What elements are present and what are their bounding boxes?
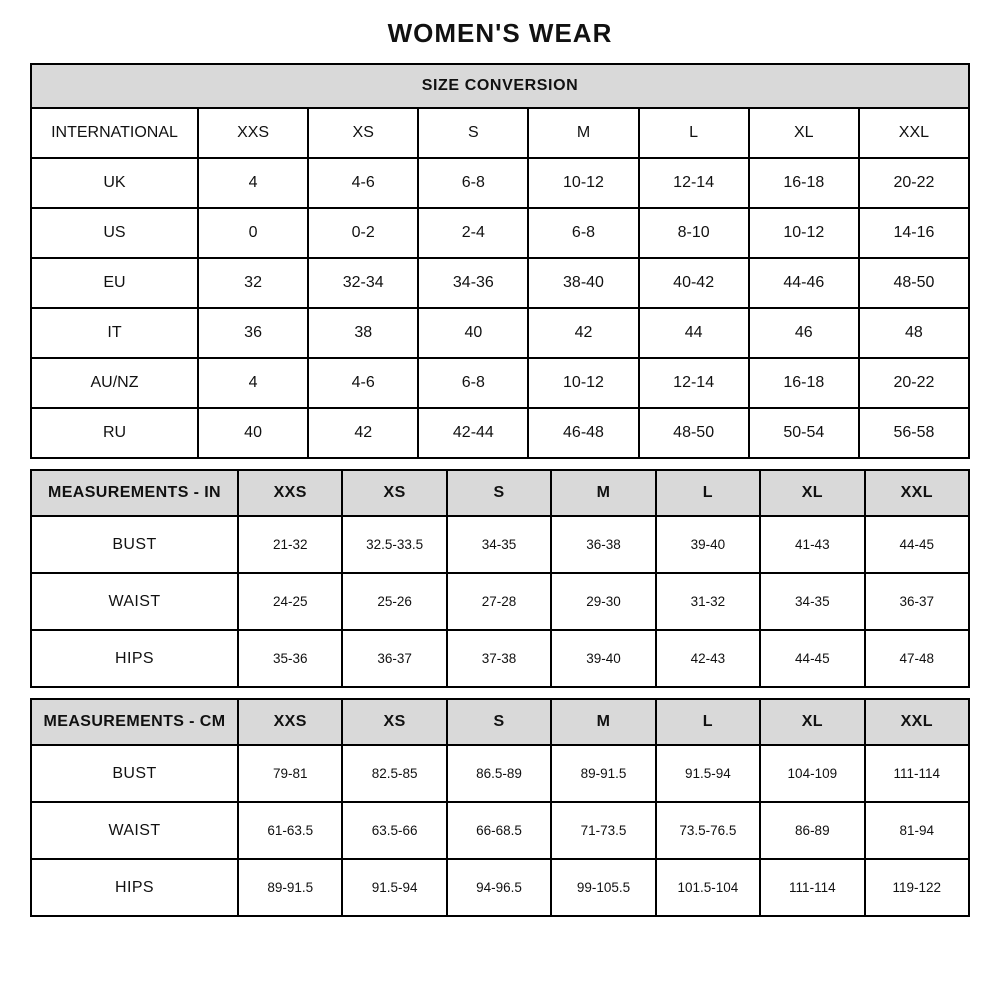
size-cell: 56-58 [859,408,969,458]
size-cell: 44 [639,308,749,358]
measurement-cell: 35-36 [238,630,342,687]
measurement-cell: 73.5-76.5 [656,802,760,859]
column-header: M [528,108,638,158]
measurement-cell: 86.5-89 [447,745,551,802]
measurement-cell: 94-96.5 [447,859,551,916]
row-label: US [31,208,198,258]
size-cell: 50-54 [749,408,859,458]
size-cell: 6-8 [418,358,528,408]
row-label: EU [31,258,198,308]
table-row [31,408,969,458]
measurement-cell: 79-81 [238,745,342,802]
size-cell: 44-46 [749,258,859,308]
measurement-cell: 36-37 [342,630,446,687]
column-header: L [656,470,760,516]
measurement-cell: 44-45 [760,630,864,687]
measurement-cell: 101.5-104 [656,859,760,916]
size-cell: 0 [198,208,308,258]
column-header: XXL [865,699,969,745]
column-header-row [31,108,969,158]
measurements-in-header: MEASUREMENTS - IN [31,470,238,516]
row-label: HIPS [31,859,238,916]
column-header-row [31,699,969,745]
size-cell: 0-2 [308,208,418,258]
size-cell: 48-50 [639,408,749,458]
size-cell: 8-10 [639,208,749,258]
size-cell: 42 [308,408,418,458]
table-row [31,208,969,258]
measurement-cell: 39-40 [551,630,655,687]
measurement-cell: 66-68.5 [447,802,551,859]
size-cell: 16-18 [749,358,859,408]
measurement-cell: 39-40 [656,516,760,573]
measurement-cell: 44-45 [865,516,969,573]
size-cell: 48 [859,308,969,358]
page-title: WOMEN'S WEAR [387,18,613,48]
size-cell: 12-14 [639,358,749,408]
measurement-cell: 42-43 [656,630,760,687]
size-conversion-header: SIZE CONVERSION [31,64,969,108]
size-cell: 20-22 [859,358,969,408]
table-band-row [31,64,969,108]
measurement-cell: 91.5-94 [656,745,760,802]
row-label: WAIST [31,802,238,859]
table-row [31,573,969,630]
size-cell: 20-22 [859,158,969,208]
measurement-cell: 24-25 [238,573,342,630]
size-cell: 4 [198,358,308,408]
measurement-cell: 34-35 [447,516,551,573]
table-row [31,308,969,358]
size-cell: 38 [308,308,418,358]
measurement-cell: 27-28 [447,573,551,630]
measurement-cell: 25-26 [342,573,446,630]
size-cell: 16-18 [749,158,859,208]
size-cell: 10-12 [528,158,638,208]
size-cell: 48-50 [859,258,969,308]
measurement-cell: 89-91.5 [238,859,342,916]
table-row [31,859,969,916]
size-cell: 34-36 [418,258,528,308]
row-label: BUST [31,745,238,802]
size-cell: 32-34 [308,258,418,308]
measurement-cell: 111-114 [760,859,864,916]
column-header: M [551,470,655,516]
row-label: AU/NZ [31,358,198,408]
measurements-cm-header: MEASUREMENTS - CM [31,699,238,745]
measurement-cell: 61-63.5 [238,802,342,859]
measurement-cell: 36-38 [551,516,655,573]
size-cell: 2-4 [418,208,528,258]
measurement-cell: 41-43 [760,516,864,573]
row-label: RU [31,408,198,458]
size-cell: 4-6 [308,158,418,208]
measurement-cell: 32.5-33.5 [342,516,446,573]
measurement-cell: 37-38 [447,630,551,687]
size-cell: 40 [418,308,528,358]
column-header: XS [308,108,418,158]
table-row [31,258,969,308]
measurement-cell: 71-73.5 [551,802,655,859]
measurements-in-table [30,469,970,688]
column-header: XL [760,699,864,745]
measurements-cm-table [30,698,970,917]
measurement-cell: 31-32 [656,573,760,630]
row-label: BUST [31,516,238,573]
measurement-cell: 111-114 [865,745,969,802]
column-header: XXS [238,470,342,516]
table-row [31,745,969,802]
size-cell: 42-44 [418,408,528,458]
measurement-cell: 99-105.5 [551,859,655,916]
measurement-cell: 104-109 [760,745,864,802]
row-label: HIPS [31,630,238,687]
column-header: XL [749,108,859,158]
size-cell: 36 [198,308,308,358]
size-cell: 4-6 [308,358,418,408]
column-header: XXS [238,699,342,745]
row-label: UK [31,158,198,208]
measurement-cell: 47-48 [865,630,969,687]
size-cell: 6-8 [418,158,528,208]
column-header: S [447,699,551,745]
measurement-cell: 36-37 [865,573,969,630]
size-cell: 32 [198,258,308,308]
table-row [31,630,969,687]
table-row [31,516,969,573]
size-cell: 10-12 [749,208,859,258]
column-header: L [656,699,760,745]
row-label: IT [31,308,198,358]
measurement-cell: 119-122 [865,859,969,916]
measurement-cell: 29-30 [551,573,655,630]
column-header-international: INTERNATIONAL [31,108,198,158]
measurement-cell: 89-91.5 [551,745,655,802]
measurement-cell: 34-35 [760,573,864,630]
measurement-cell: 86-89 [760,802,864,859]
size-cell: 40-42 [639,258,749,308]
measurement-cell: 81-94 [865,802,969,859]
column-header: S [447,470,551,516]
row-label: WAIST [31,573,238,630]
size-cell: 4 [198,158,308,208]
column-header: XS [342,699,446,745]
table-row [31,358,969,408]
page [30,0,970,917]
size-cell: 46-48 [528,408,638,458]
column-header: XXL [865,470,969,516]
column-header: M [551,699,655,745]
column-header: XS [342,470,446,516]
column-header: XXS [198,108,308,158]
table-row [31,802,969,859]
size-cell: 6-8 [528,208,638,258]
measurement-cell: 82.5-85 [342,745,446,802]
size-conversion-table [30,63,970,459]
column-header: L [639,108,749,158]
measurement-cell: 21-32 [238,516,342,573]
column-header: XXL [859,108,969,158]
size-cell: 40 [198,408,308,458]
measurement-cell: 91.5-94 [342,859,446,916]
size-cell: 46 [749,308,859,358]
size-cell: 42 [528,308,638,358]
size-cell: 10-12 [528,358,638,408]
column-header: S [418,108,528,158]
measurement-cell: 63.5-66 [342,802,446,859]
table-row [31,158,969,208]
size-cell: 14-16 [859,208,969,258]
size-cell: 38-40 [528,258,638,308]
size-cell: 12-14 [639,158,749,208]
column-header: XL [760,470,864,516]
column-header-row [31,470,969,516]
